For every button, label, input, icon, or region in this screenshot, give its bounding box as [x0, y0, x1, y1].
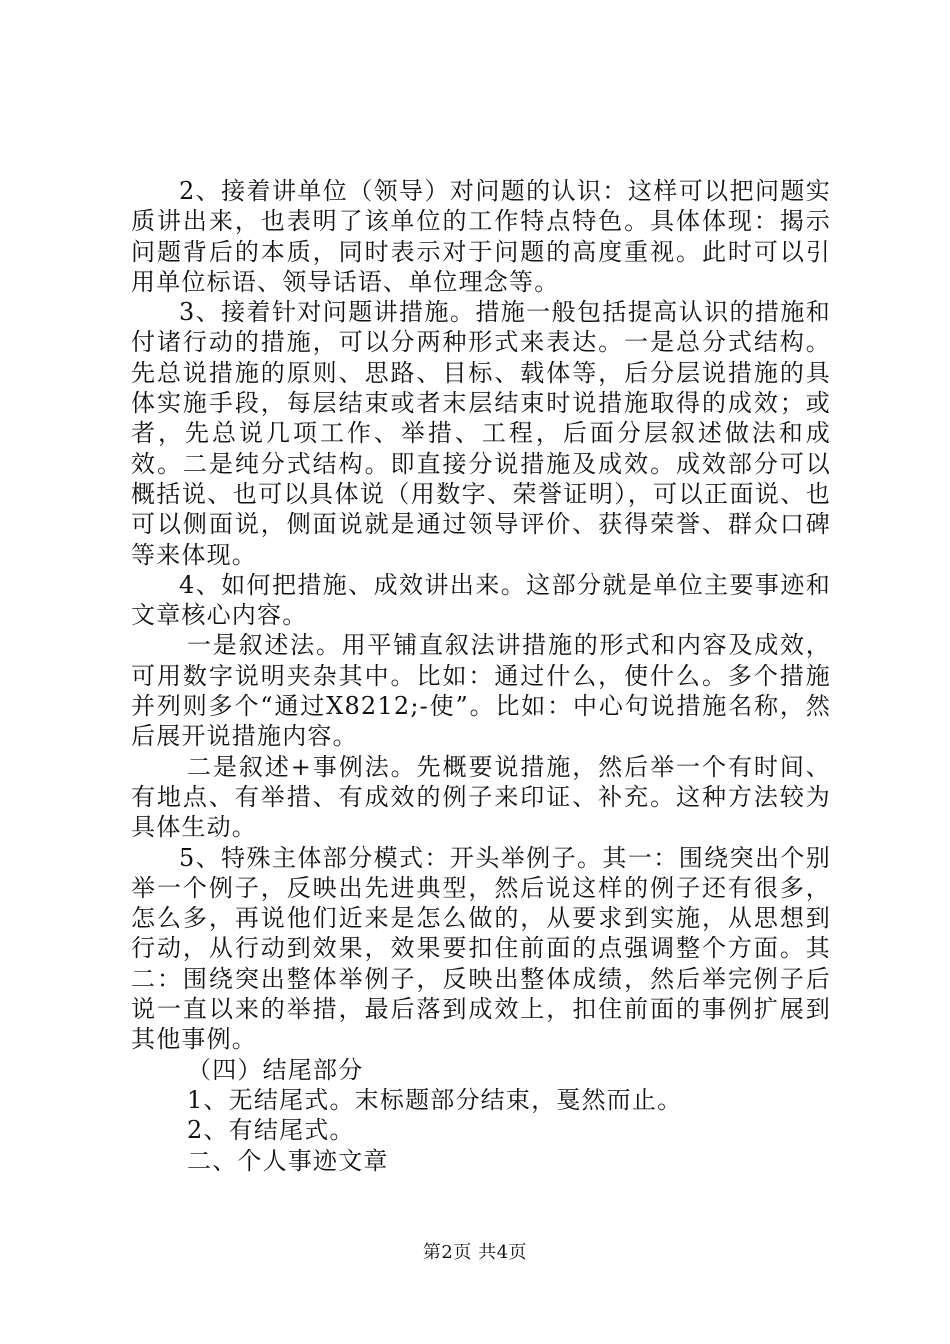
paragraph-measures: 3、接着针对问题讲措施。措施一般包括提高认识的措施和付诸行动的措施，可以分两种形式来表达。一是总分式结构。先总说措施的原则、思路、目标、载体等，后分层说措施的具体实施手段，每层结束或者末层结束时说措施取得的成效；或者，先总说几项工作、举措、工程，后面分层叙述做法和成效。二是纯分式结构。即直接分说措施及成效。成效部分可以概括说、也可以具体说（用数字、荣誉证明），可以正面说、也可以侧面说，侧面说就是通过领导评价、获得荣誉、群众口碑等来体现。	[131, 298, 831, 569]
section-heading-ending: （四）结尾部分	[187, 1055, 364, 1084]
section-heading-personal: 二、个人事迹文章	[187, 1146, 389, 1175]
paragraph-how-to-present: 4、如何把措施、成效讲出来。这部分就是单位主要事迹和文章核心内容。	[131, 570, 831, 630]
paragraph-narrative-method: 一是叙述法。用平铺直叙法讲措施的形式和内容及成效，可用数字说明夹杂其中。比如：通过什么，使什么。多个措施并列则多个“通过X8212;-使”。比如：中心句说措施名称，然后展开说措施内容。	[131, 631, 831, 751]
paragraph-unit-understanding: 2、接着讲单位（领导）对问题的认识：这样可以把问题实质讲出来，也表明了该单位的工作特点特色。具体体现：揭示问题背后的本质，同时表示对于问题的高度重视。此时可以引用单位标语、领导话语、单位理念等。	[131, 177, 831, 296]
paragraph-no-ending: 1、无结尾式。末标题部分结束，戛然而止。	[187, 1085, 683, 1114]
paragraph-narrative-example-method: 二是叙述+事例法。先概要说措施，然后举一个有时间、有地点、有举措、有成效的例子来印证、补充。这种方法较为具体生动。	[131, 752, 831, 842]
paragraph-special-mode: 5、特殊主体部分模式：开头举例子。其一：围绕突出个别举一个例子，反映出先进典型，然后说这样的例子还有很多，怎么多，再说他们近来是怎么做的，从要求到实施，从思想到行动，从行动到效果，效果要扣住前面的点强调整个方面。其二：围绕突出整体举例子，反映出整体成绩，然后举完例子后说一直以来的举措，最后落到成效上，扣住前面的事例扩展到其他事例。	[131, 843, 831, 1054]
page-footer: 第2页 共4页	[422, 1242, 528, 1263]
paragraph-with-ending: 2、有结尾式。	[187, 1116, 355, 1145]
document-body	[131, 176, 831, 1176]
